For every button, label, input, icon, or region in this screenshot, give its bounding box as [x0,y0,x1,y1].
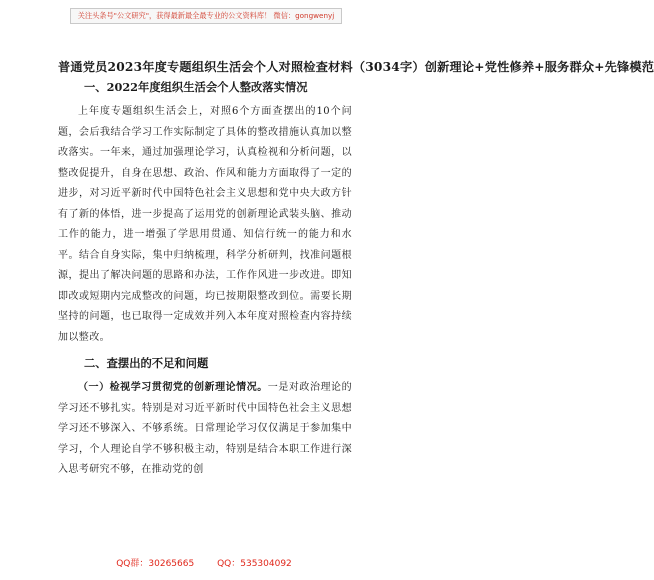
paragraph-2 [58,378,352,481]
paragraph-2-lead: （一）检视学习贯彻党的创新理论情况。 [78,382,268,393]
header-banner: 关注头条号"公文研究"，获得最新最全最专业的公文资料库！ 微信：gongwenyj [70,8,342,24]
paragraph-1: 上年度专题组织生活会上，对照6个方面查摆出的10个问题，会后我结合学习工作实际制定了具体的整改措施认真加以整改落实。一年来，通过加强理论学习，认真检视和分析问题，以整改促提升，自身在思想、政治、作风和能力方面取得了一定的进步，对习近平新时代中国特色社会主义思想和党中央大政方针有了新的体悟，进一步提高了运用党的创新理论武装头脑、推动工作的能力，进一增强了学思用贯通、知信行统一的能力和水平。结合自身实际，集中归纳梳理，科学分析研判，找准问题根源，提出了解决问题的思路和办法，工作作风进一步改进。即知即改或短期内完成整改的问题，均已按期限整改到位。需要长期坚持的问题，也已取得一定成效并列入本年度对照检查内容持续加以整改。 [58,106,352,343]
section-heading-2: 二、查摆出的不足和问题 [84,356,209,370]
document-title: 普通党员2023年度专题组织生活会个人对照检查材料（3034字）创新理论+党性修养+服务群众+先锋模范 [58,60,654,74]
footer [0,556,408,569]
document-body [58,58,654,481]
section-heading-1: 一、2022年度组织生活会个人整改落实情况 [84,80,308,94]
footer-qq: QQ：535304092 [217,559,292,569]
paragraph-2-body: 一是对政治理论的学习还不够扎实。特别是对习近平新时代中国特色社会主义思想学习还不够深入、不够系统。日常理论学习仅仅满足于参加集中学习，个人理论自学不够积极主动，特别是结合本职工作进行深入思考研究不够，在推动党的创 [58,382,353,475]
footer-qq-group: QQ群：30265665 [116,559,195,569]
